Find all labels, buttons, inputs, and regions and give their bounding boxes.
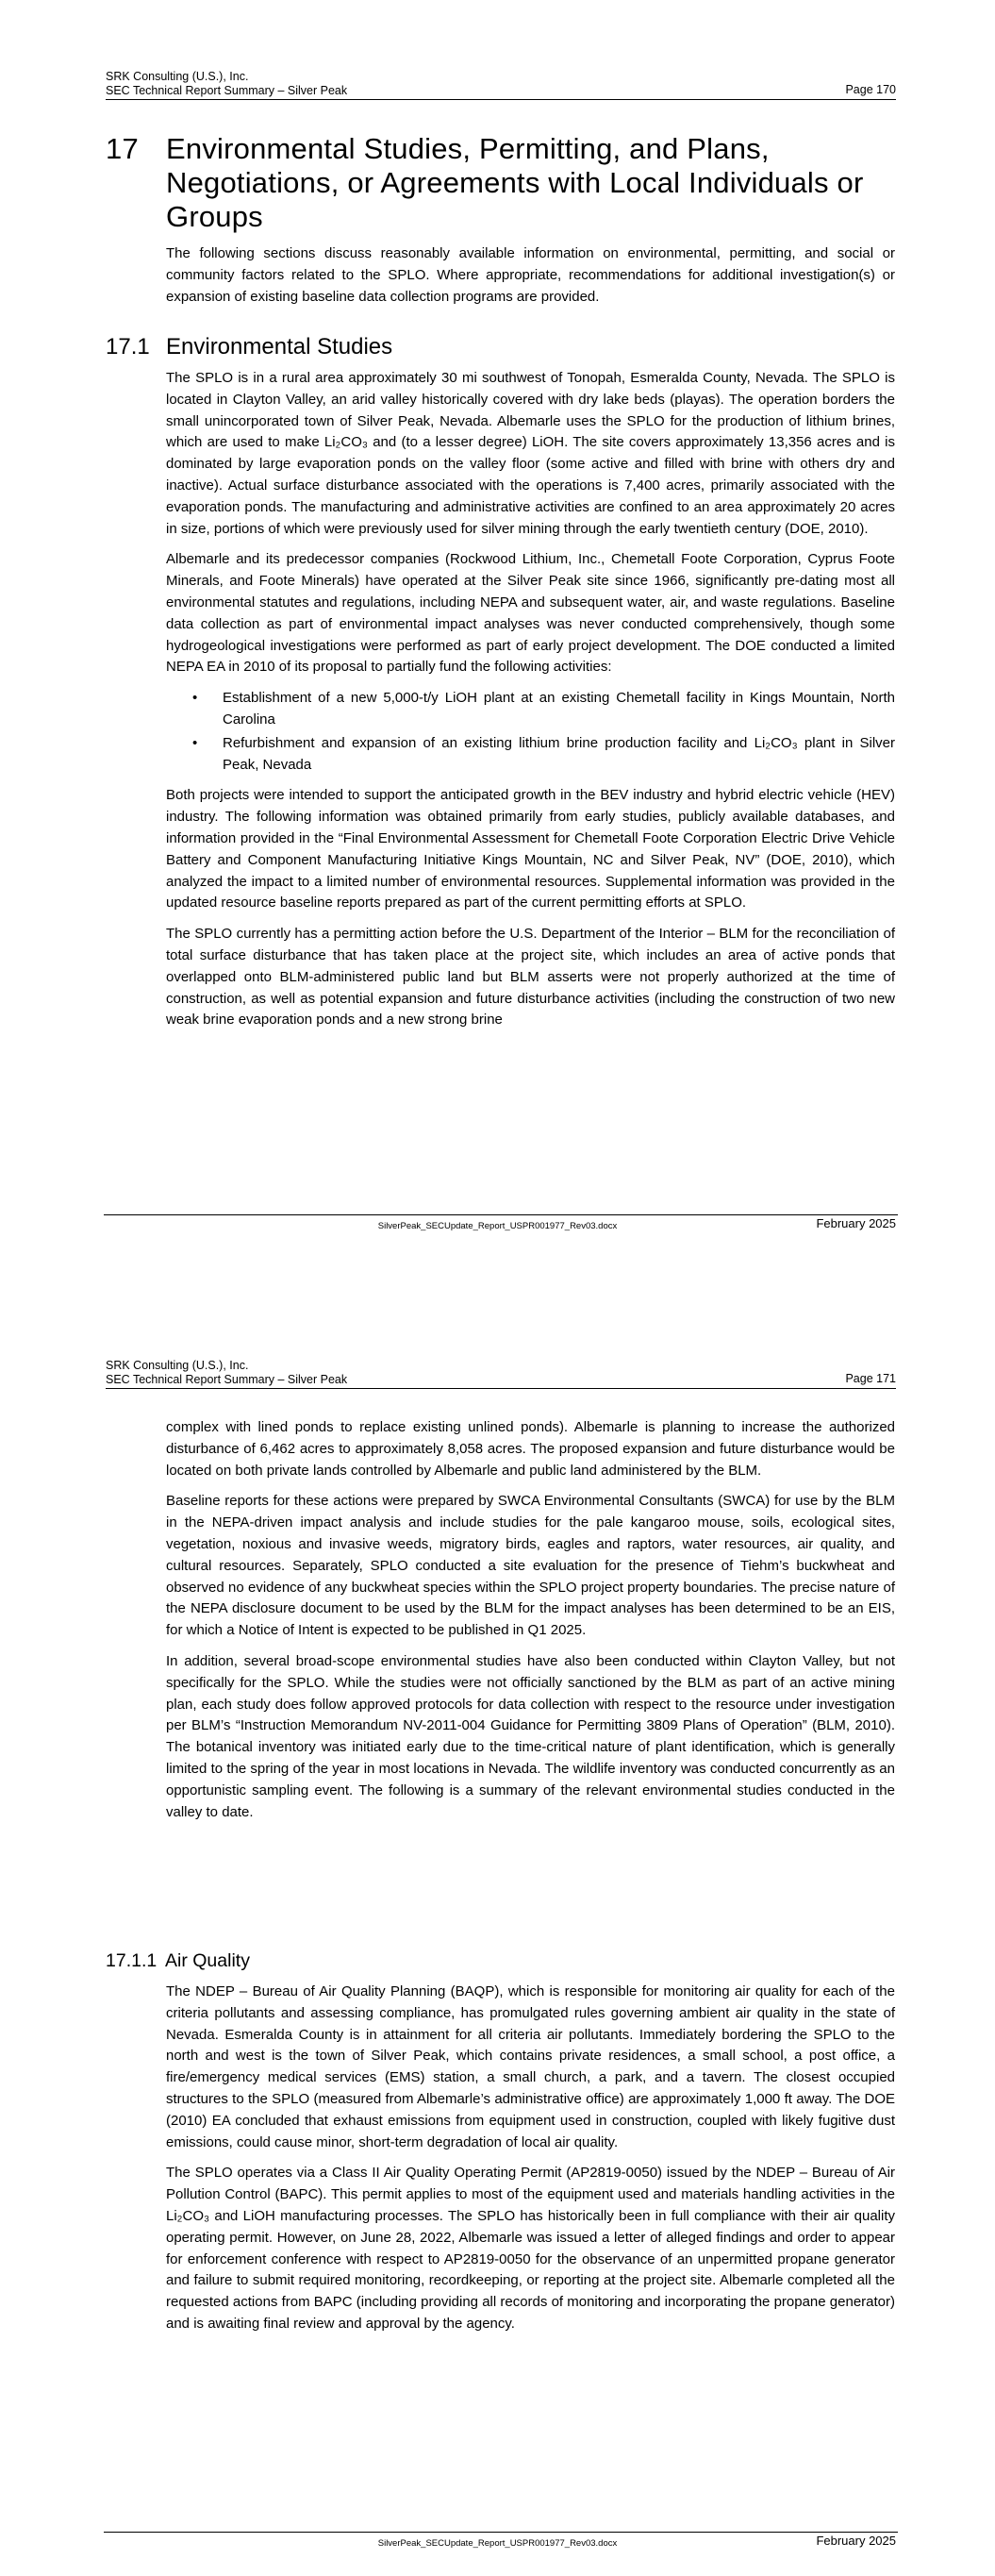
- section-number: 17.1: [106, 334, 150, 360]
- header-report-title: SEC Technical Report Summary – Silver Peak: [106, 84, 348, 97]
- footer-filename: SilverPeak_SECUpdate_Report_USPR001977_Rev03.docx: [377, 1221, 618, 1231]
- page-170: [0, 0, 995, 1264]
- footer-rule: [104, 1214, 898, 1215]
- paragraph: complex with lined ponds to replace existing unlined ponds). Albemarle is planning to increase the authorized disturbance of 6,462 acres to approximately 8,058 acres. The proposed expansion and future disturbance would be located on both private lands controlled by Albemarle and public land administered by the BLM.: [166, 1419, 895, 1479]
- footer-filename: SilverPeak_SECUpdate_Report_USPR001977_Rev03.docx: [377, 2538, 618, 2549]
- page-number: Page 170: [845, 83, 896, 96]
- section-17-1-body: [166, 368, 895, 1041]
- list-item: • Establishment of a new 5,000-t/y LiOH plant at an existing Chemetall facility in Kings Mountain, North Carolina: [223, 688, 895, 731]
- page-header: [106, 1359, 896, 1389]
- section-17-intro: [166, 243, 895, 317]
- section-number: 17: [106, 132, 139, 165]
- paragraph: The SPLO operates via a Class II Air Quality Operating Permit (AP2819-0050) issued by the NDEP – Bureau of Air Pollution Control (BAPC). This permit applies to most of the equipment used and materials handling activities in the Li₂CO₃ and LiOH manufacturing processes. The SPLO has historically been in full compliance with their air quality operating permit. However, on June 28, 2022, Albemarle was issued a letter of alleged findings and order to appear for enforcement conference with respect to AP2819-0050 for the observance of an unpermitted propane generator and failure to submit required monitoring, recordkeeping, or reporting at the project site. Albemarle completed all the requested actions from BAPC (including providing all records of monitoring and incorporating the propane generator) and is awaiting final review and approval by the agency.: [166, 2165, 895, 2332]
- paragraph: The SPLO currently has a permitting action before the U.S. Department of the Interior – BLM for the reconciliation of total surface disturbance that has taken place at the project site, which includes an area of active ponds that overlapped onto BLM-administered public land but BLM asserts were not properly authorized at the time of construction, as well as potential expansion and future disturbance activities (including the construction of two new weak brine evaporation ponds and a new strong brine: [166, 926, 895, 1029]
- section-17-1-1-body: [166, 1982, 895, 2345]
- footer-date: February 2025: [816, 1216, 896, 1230]
- header-report-title: SEC Technical Report Summary – Silver Peak: [106, 1373, 348, 1386]
- paragraph: The NDEP – Bureau of Air Quality Planning (BAQP), which is responsible for monitoring air quality for each of the criteria pollutants and assessing compliance, has promulgated rules governing ambient air quality in the state of Nevada. Esmeralda County is in attainment for all criteria air pollutants. Immediately bordering the SPLO to the north and west is the town of Silver Peak, which contains private residences, a small school, a post office, a fire/emergency medical services (EMS) station, a small church, a park, and a tavern. The closest occupied structures to the SPLO (measured from Albemarle’s administrative office) are approximately 1,000 ft away. The DOE (2010) EA concluded that exhaust emissions from equipment used in construction, coupled with likely fugitive dust emissions, could cause minor, short-term degradation of local air quality.: [166, 1983, 895, 2150]
- paragraph: Baseline reports for these actions were prepared by SWCA Environmental Consultants (SWCA) for use by the BLM in the NEPA-driven impact analysis and include studies for the pale kangaroo mouse, soils, ecological sites, vegetation, noxious and invasive weeds, migratory birds, eagles and raptors, water resources, air quality, and cultural resources. Separately, SPLO conducted a site evaluation for the presence of Tiehm’s buckwheat and observed no evidence of any buckwheat species within the SPLO project property boundaries. The precise nature of the NEPA disclosure document to be used by the BLM for the impact analyses has been determined to be an EIS, for which a Notice of Intent is expected to be published in Q1 2025.: [166, 1493, 895, 1639]
- page-number: Page 171: [845, 1372, 896, 1385]
- section-number: 17.1.1: [106, 1950, 158, 1971]
- page-header: [106, 70, 896, 100]
- header-company: SRK Consulting (U.S.), Inc.: [106, 1359, 249, 1372]
- paragraph: In addition, several broad-scope environmental studies have also been conducted within Clayton Valley, but not specifically for the SPLO. While the studies were not officially sanctioned by the BLM as part of an active mining plan, each study does follow approved protocols for data collection with respect to the resource under investigation per BLM’s “Instruction Memorandum NV-2011-004 Guidance for Permitting 3809 Plans of Operation” (BLM, 2010). The botanical inventory was initiated early due to the time-critical nature of plant identification, which is generally limited to the spring of the year in most locations in Nevada. The wildlife inventory was conducted concurrently as an opportunistic sampling event. The following is a summary of the relevant environmental studies conducted in the valley to date.: [166, 1652, 895, 1820]
- paragraph: The SPLO is in a rural area approximately 30 mi southwest of Tonopah, Esmeralda County, Nevada. The SPLO is located in Clayton Valley, an arid valley historically covered with dry lake beds (playas). The operation borders the small unincorporated town of Silver Peak, Nevada. Albemarle uses the SPLO for the production of lithium brines, which are used to make Li₂CO₃ and (to a lesser degree) LiOH. The site covers approximately 13,356 acres and is dominated by large evaporation ponds on the valley floor (some active and filled with brine with others dry and inactive). Actual surface disturbance associated with the operations is 7,400 acres, primarily associated with the evaporation ponds. The manufacturing and administrative activities are confined to an area approximately 20 acres in size, portions of which were previously used for silver mining through the early twentieth century (DOE, 2010).: [166, 370, 895, 537]
- footer-date: February 2025: [816, 2534, 896, 2548]
- header-company: SRK Consulting (U.S.), Inc.: [106, 70, 249, 83]
- list-item: • Refurbishment and expansion of an existing lithium brine production facility and Li₂CO₃ plant in Silver Peak, Nevada: [223, 733, 895, 777]
- page-171: [0, 1288, 995, 2576]
- bullet-list: [166, 688, 895, 776]
- section-title: Environmental Studies, Permitting, and Plans, Negotiations, or Agreements with Local Individuals or Groups: [166, 132, 864, 233]
- paragraph: Both projects were intended to support the anticipated growth in the BEV industry and hybrid electric vehicle (HEV) industry. The following information was obtained primarily from early studies, publicly available databases, and information provided in the “Final Environmental Assessment for Chemetall Foote Corporation Electric Drive Vehicle Battery and Component Manufacturing Initiative Kings Mountain, NC and Silver Peak, NV” (DOE, 2010), which analyzed the impact to a limited number of environmental resources. Supplemental information was provided in the updated resource baseline reports prepared as part of the current permitting efforts at SPLO.: [166, 787, 895, 912]
- section-title: Air Quality: [165, 1950, 250, 1971]
- paragraph: Albemarle and its predecessor companies (Rockwood Lithium, Inc., Chemetall Foote Corporation, Cyprus Foote Minerals, and Foote Minerals) have operated at the Silver Peak site since 1966, significantly pre-dating most all environmental statutes and regulations, including NEPA and subsequent water, air, and waste regulations. Baseline data collection as part of environmental impact analyses was never conducted comprehensively, though some hydrogeological investigations were performed as part of early project development. The DOE conducted a limited NEPA EA in 2010 of its proposal to partially fund the following activities:: [166, 551, 895, 676]
- section-title: Environmental Studies: [166, 334, 393, 360]
- paragraph: The following sections discuss reasonably available information on environmental, permitting, and social or community factors related to the SPLO. Where appropriate, recommendations for additional investigation(s) or expansion of existing baseline data collection programs are provided.: [166, 245, 895, 305]
- footer-rule: [104, 2532, 898, 2533]
- section-17-1-body-continued: [166, 1417, 895, 1832]
